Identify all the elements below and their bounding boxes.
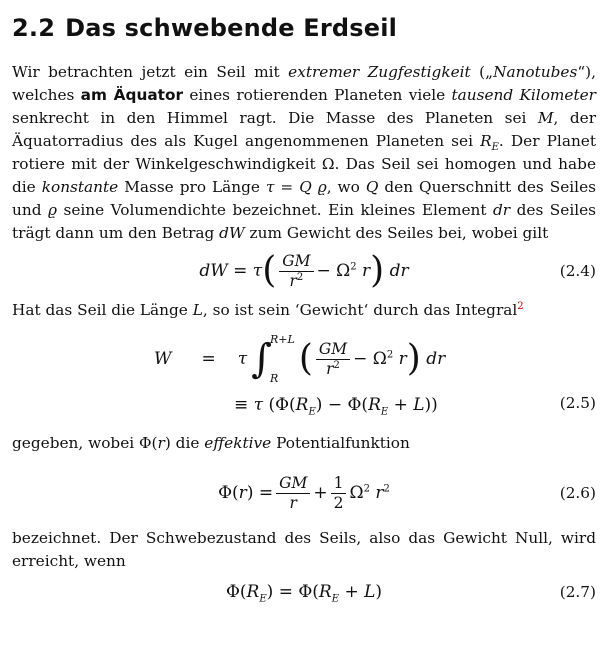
- section-number: 2.2: [12, 14, 56, 42]
- given-paragraph: gegeben, wobei Φ(r) die effektive Potentialfunktion: [12, 434, 410, 452]
- intro-paragraph: Wir betrachten jetzt ein Seil mit extremer Zugfestigkeit („Nanotubes“), welches am Äquator eines rotierenden Planeten viele tausend Kilometer senkrecht in den Himmel ragt. Die Masse des Planeten sei M, der Äquatorradius des als Kugel angenommenen Planeten sei $R_E$. Der Planet rotiere mit der Winkelgeschwindigkeit Ω. Das Seil sei homogen und habe die konstante Masse pro Länge τ = Q ϱ, wo Q den Querschnitt des Seiles und ϱ seine Volumendichte bezeichnet. Ein kleines Element dr des Seiles trägt dann um den Betrag dW zum Gewicht des Seiles bei, wobei gilt: [12, 63, 597, 242]
- equation-number: (2.5): [559, 394, 596, 412]
- equation-number: (2.4): [559, 262, 596, 280]
- equation-2-4: dW = τ ( $\frac{GM}{r^2}$ − $\Omega^2$ r ) dr (2.4): [199, 250, 596, 291]
- page: [12, 8, 596, 607]
- section-heading: [12, 8, 596, 48]
- weight-paragraph: Hat das Seil die Länge L, so ist sein ‘Gewicht‘ durch das Integral$^2$: [12, 300, 524, 319]
- equation-2-5: W = τ ∫ R+L R ( $\frac{GM}{r^2}$ − $\Omega^2$ r ) dr ≡ τ $(\Phi(R_E) - \Phi(R_E + L))$ (2.5): [154, 333, 596, 418]
- section-title: Das schwebende Erdseil: [65, 14, 398, 42]
- equation-number: (2.6): [559, 484, 596, 502]
- footnote-marker[interactable]: 2: [517, 300, 524, 312]
- equation-2-7: $\Phi(R_E) = \Phi(R_E + L)$ (2.7): [225, 582, 596, 605]
- equation-number: (2.7): [559, 583, 596, 601]
- denoted-paragraph: bezeichnet. Der Schwebezustand des Seils, also das Gewicht Null, wird erreicht, wenn: [12, 529, 596, 570]
- equation-2-6: Φ(r) = $\frac{GM}{r}$ + $\frac{1}{2}$ $\Omega^2$ $r^2$ (2.6): [218, 473, 596, 512]
